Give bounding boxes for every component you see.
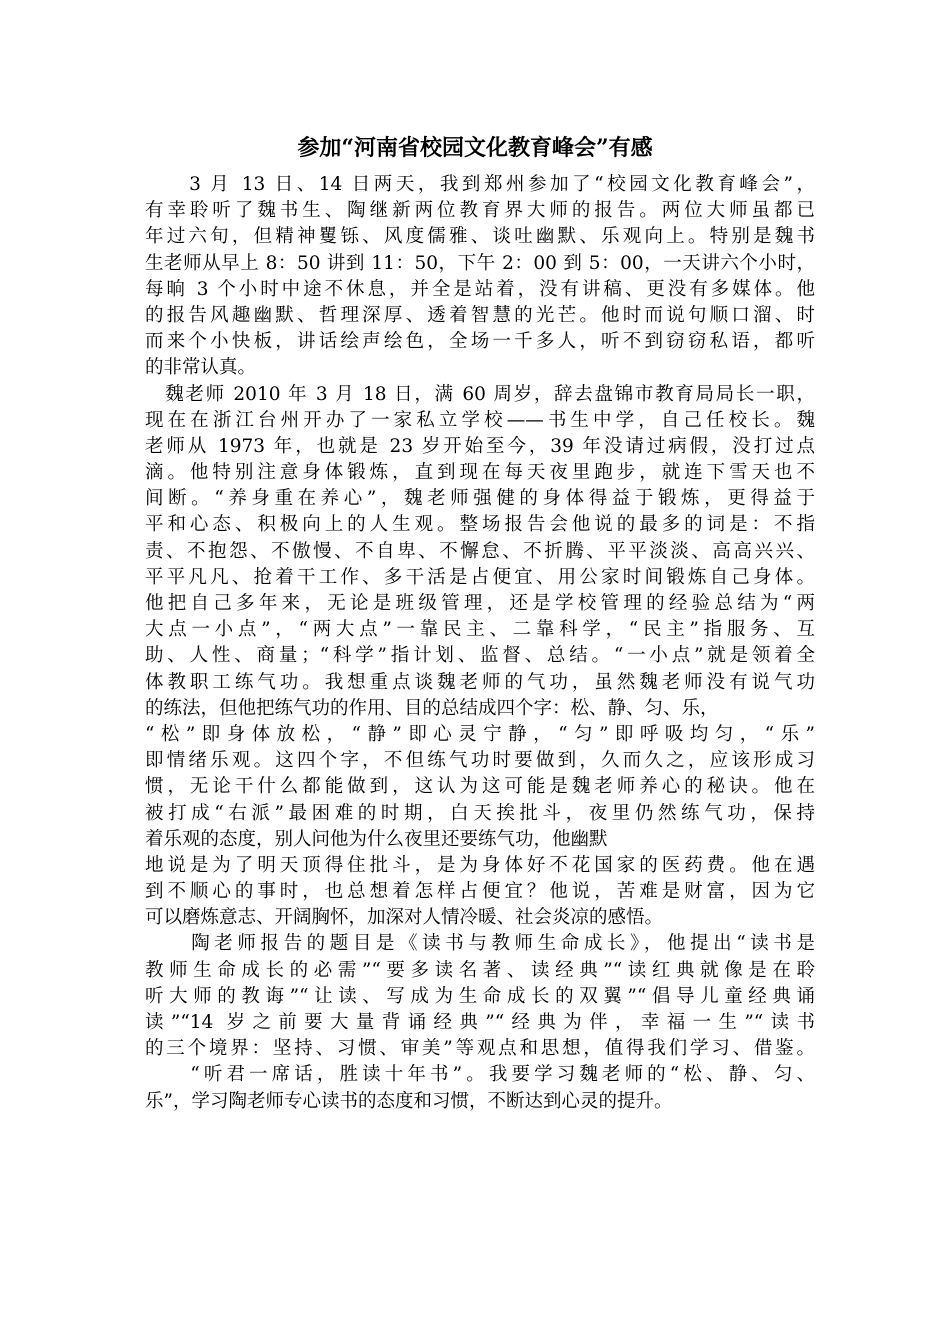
text-line: 责、不抱怨、不傲慢、不自卑、不懈怠、不折腾、平平淡淡、高高兴兴、 — [145, 540, 815, 562]
text-line: 他把自己多年来，无论是班级管理，还是学校管理的经验总结为“两 — [145, 593, 815, 614]
text-line: 陶老师报告的题目是《读书与教师生命成长》，他提出“读书是 — [145, 933, 815, 955]
text-line: 年过六旬，但精神矍铄、风度儒雅、谈吐幽默、乐观向上。特别是魏书 — [145, 226, 815, 248]
text-line: 乐”，学习陶老师专心读书的态度和习惯，不断达到心灵的提升。 — [145, 1090, 673, 1112]
text-line: 老师从 1973 年，也就是 23 岁开始至今，39 年没请过病假，没打过点 — [145, 435, 815, 457]
text-line: 滴。他特别注意身体锻炼，直到现在每天夜里跑步，就连下雪天也不 — [145, 462, 815, 484]
text-line: 平平凡凡、抢着干工作、多干活是占便宜、用公家时间锻炼自己身体。 — [145, 566, 815, 588]
text-line: 每晌 3 个小时中途不休息，并全是站着，没有讲稿、更没有多媒体。他 — [145, 278, 815, 300]
text-line: 3 月 13 日、14 日两天，我到郑州参加了“校园文化教育峰会”， — [145, 174, 815, 195]
text-line: 魏老师 2010 年 3 月 18 日，满 60 周岁，辞去盘锦市教育局局长一职， — [145, 383, 815, 405]
text-line: 的报告风趣幽默、哲理深厚、透着智慧的光芒。他时而说句顺口溜、时 — [145, 304, 815, 326]
text-line: “听君一席话，胜读十年书”。我要学习魏老师的“松、静、匀、 — [145, 1064, 815, 1086]
text-line: 而来个小快板，讲话绘声绘色，全场一千多人，听不到窃窃私语，都听 — [145, 331, 815, 353]
text-line: 到不顺心的事时，也总想着怎样占便宜？他说，苦难是财富，因为它 — [145, 881, 815, 903]
text-line: 助、人性、商量；“科学”指计划、监督、总结。“一小点”就是领着全 — [145, 645, 815, 667]
text-line: 体教职工练气功。我想重点谈魏老师的气功，虽然魏老师没有说气功 — [145, 671, 815, 693]
text-line: 读”“14 岁之前要大量背诵经典”“经典为伴，幸福一生”“读书 — [145, 1012, 815, 1033]
text-line: 惯，无论干什么都能做到，这认为这可能是魏老师养心的秘诀。他在 — [145, 776, 815, 798]
text-line: 现在在浙江台州开办了一家私立学校——书生中学，自己任校长。魏 — [145, 409, 815, 431]
text-line: 大点一小点”，“两大点”一靠民主、二靠科学，“民主”指服务、互 — [145, 619, 815, 641]
text-line: 被打成“右派”最困难的时期，白天挨批斗，夜里仍然练气功，保持 — [145, 802, 815, 824]
text-line: 的练法，但他把练气功的作用、目的总结成四个字：松、静、匀、乐， — [145, 697, 719, 719]
page-title: 参加“河南省校园文化教育峰会”有感 — [297, 135, 653, 161]
text-line: 间断。“养身重在养心”，魏老师强健的身体得益于锻炼，更得益于 — [145, 488, 815, 510]
text-line: 的非常认真。 — [145, 357, 257, 379]
text-line: 可以磨炼意志、开阔胸怀，加深对人情冷暖、社会炎凉的感悟。 — [145, 907, 664, 929]
text-line: 着乐观的态度，别人问他为什么夜里还要练气功，他幽默 — [145, 828, 608, 850]
text-line: “松”即身体放松，“静”即心灵宁静，“匀”即呼吸均匀，“乐” — [145, 723, 815, 745]
text-line: 平和心态、积极向上的人生观。整场报告会他说的最多的词是：不指 — [145, 514, 815, 536]
text-line: 即情绪乐观。这四个字，不但练气功时要做到，久而久之，应该形成习 — [145, 750, 815, 772]
text-line: 有幸聆听了魏书生、陶继新两位教育界大师的报告。两位大师虽都已 — [145, 200, 815, 222]
article-body — [145, 172, 815, 1115]
text-line: 生老师从早上 8：50 讲到 11：50，下午 2：00 到 5：00，一天讲六个小时， — [145, 252, 815, 274]
text-line: 教师生命成长的必需”“要多读名著、读经典”“读红典就像是在聆 — [145, 959, 815, 981]
text-line: 的三个境界：坚持、习惯、审美”等观点和思想，值得我们学习、借鉴。 — [145, 1038, 815, 1060]
text-line: 听大师的教诲”“让读、写成为生命成长的双翼”“倡导儿童经典诵 — [145, 985, 815, 1007]
text-line: 地说是为了明天顶得住批斗，是为身体好不花国家的医药费。他在遇 — [145, 854, 815, 876]
